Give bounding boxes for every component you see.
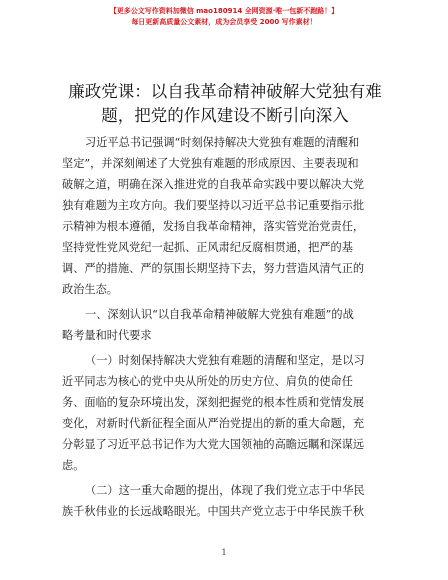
text-line: 习近平总书记强调“时刻保持解决大党独有难题的清醒和	[85, 136, 360, 149]
text-line: 调、严的措施、严的氛围长期坚持下去，努力营造风清气正的	[62, 262, 365, 275]
text-line: （二）这一重大命题的提出，体现了我们党立志于中华民	[85, 484, 365, 497]
text-line: 坚持党性党风党纪一起抓、正风肃纪反腐相贯通，把严的基	[62, 241, 353, 254]
text-line: 坚定”，并深刻阐述了大党独有难题的形成原因、主要表现和	[62, 157, 359, 170]
text-line: 政治生态。	[62, 283, 118, 296]
paragraph-point-2	[62, 480, 394, 522]
text-line: 族千秋伟业的长远战略眼光。中国共产党立志于中华民族千秋	[62, 505, 365, 518]
text-line: 务、面临的复杂环境出发，深刻把握党的根本性质和党情发展	[62, 396, 365, 409]
section-heading-1	[62, 304, 394, 346]
banner-line-2: 每日更新高质量公文素材，成为会员享受 2000 写作素材！	[131, 18, 317, 26]
document-title	[58, 80, 392, 128]
text-line: 虑。	[62, 459, 85, 472]
text-line: 近平同志为核心的党中央从所处的历史方位、肩负的使命任	[62, 375, 353, 388]
text-line: （一）时刻保持解决大党独有难题的清醒和坚定，是以习	[85, 354, 365, 367]
page-number: 1	[221, 548, 227, 557]
text-line: 变化，对新时代新征程全面从严治党提出的新的重大命题，充	[62, 417, 365, 430]
text-line: 独有难题为主攻方向。我们要坚持以习近平总书记重要指示批	[62, 199, 365, 212]
title-line-2: 题，把党的作风建设不断引向深入	[101, 106, 349, 125]
paragraph-point-1	[62, 350, 394, 476]
paragraph-intro	[62, 132, 394, 300]
text-line: 分彰显了习近平总书记作为大党大国领袖的高瞻远瞩和深谋远	[62, 438, 365, 451]
banner-line-1: 【更多公文写作资料加微信 mao180914 全网资源·唯一包新不跑路！】	[109, 7, 339, 15]
title-line-1: 廉政党课：以自我革命精神破解大党独有难	[68, 82, 382, 101]
text-line: 破解之道，明确在深入推进党的自我革命实践中要以解决大党	[62, 178, 365, 191]
text-line: 略考量和时代要求	[62, 329, 152, 342]
promo-banner	[0, 6, 448, 28]
text-line: 一、深刻认识“以自我革命精神破解大党独有难题”的战	[85, 308, 354, 321]
document-body	[62, 132, 394, 522]
text-line: 示精神为根本遵循，发扬自我革命精神，落实管党治党责任，	[62, 220, 365, 233]
